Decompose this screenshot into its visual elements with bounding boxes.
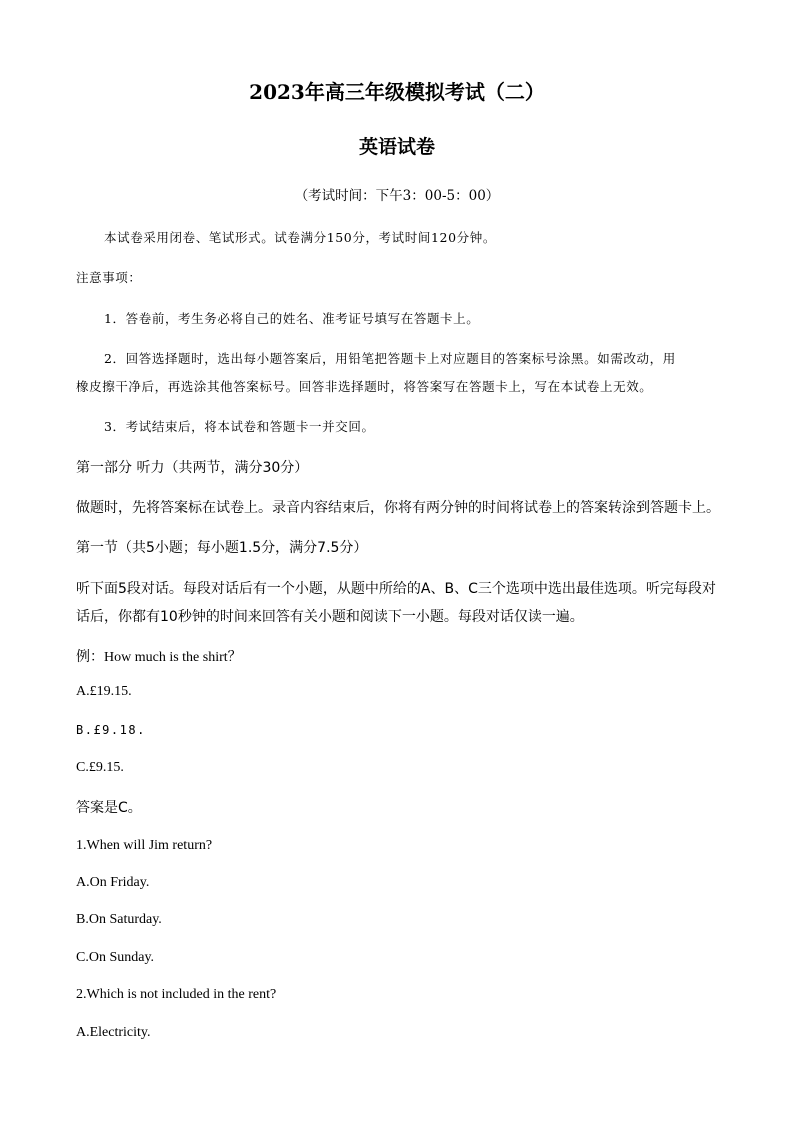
question-2-option-a: A.Electricity.	[76, 1025, 151, 1040]
part1-heading: 第一部分 听力（共两节，满分30分）	[76, 460, 309, 476]
notice-item-2-line-2: 橡皮擦干净后，再选涂其他答案标号。回答非选择题时，将答案写在答题卡上，写在本试卷上无效。	[76, 379, 653, 394]
question-2: 2.Which is not included in the rent?	[76, 987, 277, 1002]
section1-heading: 第一节（共5小题；每小题1.5分，满分7.5分）	[76, 540, 368, 556]
exam-time: （考试时间：下午3：00-5：00）	[294, 188, 500, 204]
page-subtitle: 英语试卷	[358, 136, 435, 158]
example-option-c: C.£9.15.	[76, 760, 124, 775]
question-1: 1.When will Jim return?	[76, 838, 213, 853]
notice-heading: 注意事项：	[76, 270, 142, 285]
notice-item-2-line-1: 2．回答选择题时，选出每小题答案后，用铅笔把答题卡上对应题目的答案标号涂黑。如需改动，用	[104, 351, 676, 366]
notice-intro: 本试卷采用闭卷、笔试形式。试卷满分150分，考试时间120分钟。	[104, 230, 496, 245]
notice-item-3: 3．考试结束后，将本试卷和答题卡一并交回。	[104, 419, 375, 434]
question-1-option-a: A.On Friday.	[76, 875, 150, 890]
part1-instruction: 做题时，先将答案标在试卷上。录音内容结束后，你将有两分钟的时间将试卷上的答案转涂到答题卡上。	[76, 500, 720, 516]
example-question: 例：How much is the shirt？	[76, 650, 242, 665]
page-title: 2023年高三年级模拟考试（二）	[249, 80, 545, 104]
notice-item-1: 1．答卷前，考生务必将自己的姓名、准考证号填写在答题卡上。	[104, 311, 480, 326]
question-1-option-c: C.On Sunday.	[76, 950, 155, 965]
section1-instruction-line-1: 听下面5段对话。每段对话后有一个小题，从题中所给的A、B、C三个选项中选出最佳选项。听完每段对	[76, 581, 716, 597]
example-option-a: A.£19.15.	[76, 684, 132, 699]
example-answer: 答案是C。	[76, 800, 142, 816]
section1-instruction-line-2: 话后，你都有10秒钟的时间来回答有关小题和阅读下一小题。每段对话仅读一遍。	[76, 609, 584, 625]
question-1-option-b: B.On Saturday.	[76, 912, 162, 927]
example-option-b: B.£9.18.	[76, 723, 146, 737]
